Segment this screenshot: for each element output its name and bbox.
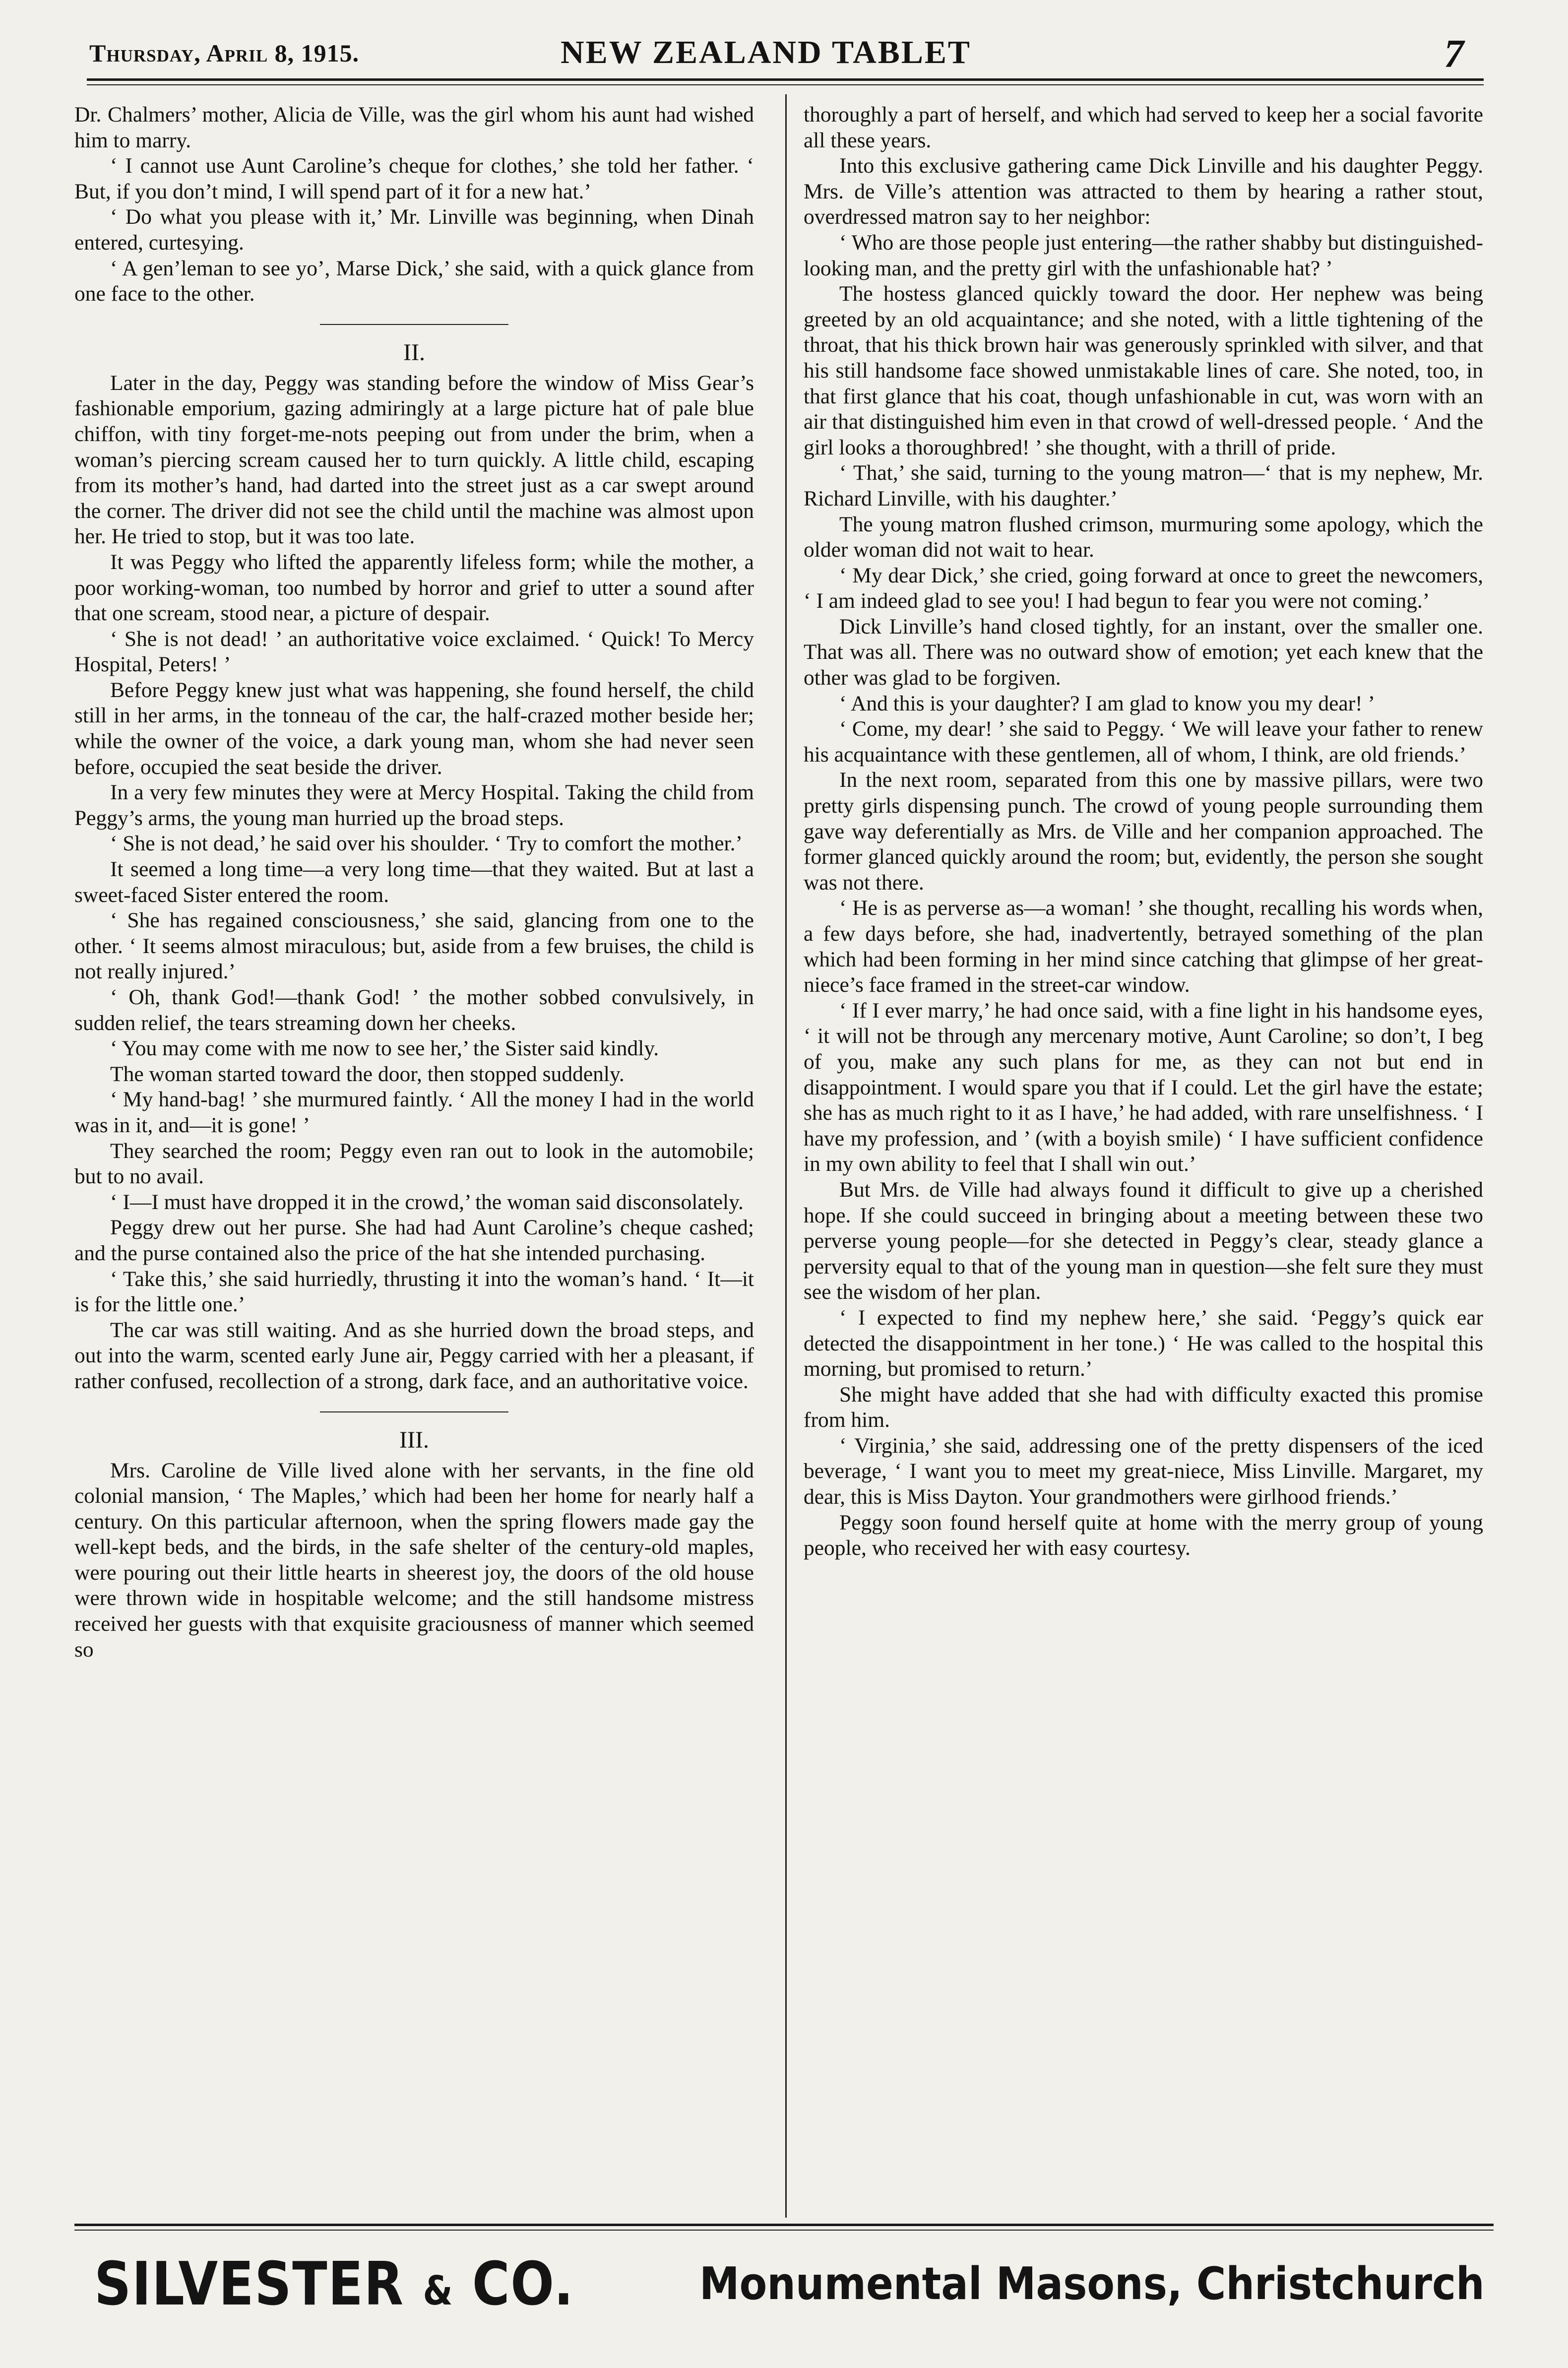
paragraph: Peggy drew out her purse. She had had Aunt Caroline’s cheque cashed; and the purse contained also the price of the hat she intended purchasing.: [74, 1216, 754, 1265]
paragraph: The young matron flushed crimson, murmuring some apology, which the older woman did not wait to hear.: [804, 512, 1483, 562]
page-number: 7: [1444, 32, 1464, 76]
paragraph: Dick Linville’s hand closed tightly, for an instant, over the smaller one. That was all. There was no outward show of emotion; yet each knew that the other was glad to be forgiven.: [804, 614, 1483, 690]
paragraph: ‘ I expected to find my nephew here,’ she said. ‘Peggy’s quick ear detected the disappointment in her tone.) ‘ He was called to the hospital this morning, but promised to return.’: [804, 1305, 1483, 1381]
advertiser-name: [94, 2250, 574, 2319]
paragraph: ‘ She is not dead,’ he said over his shoulder. ‘ Try to comfort the mother.’: [110, 832, 743, 856]
footer-rule: [74, 2224, 1494, 2226]
paragraph: ‘ My hand-bag! ’ she murmured faintly. ‘ All the money I had in the world was in it, and—it is gone! ’: [74, 1088, 754, 1137]
paragraph: They searched the room; Peggy even ran out to look in the automobile; but to no avail.: [74, 1139, 754, 1189]
page-header: [89, 20, 1484, 74]
header-rule-thin: [87, 84, 1484, 85]
paragraph: The hostess glanced quickly toward the door. Her nephew was being greeted by an old acquaintance; and she noted, with a little tightening of the throat, that his thick brown hair was generously sprinkled with silver, and that his still handsome face showed unmistakable lines of care. She noted, too, in that first glance that his coat, though unfashionable in cut, was worn with an air that distinguished him even in that crowd of well-dressed people. ‘ And the girl looks a thoroughbred! ’ she thought, with a thrill of pride.: [804, 282, 1483, 459]
paragraph: It was Peggy who lifted the apparently lifeless form; while the mother, a poor working-woman, too numbed by horror and grief to utter a sound after that one scream, stood near, a picture of despair.: [74, 550, 754, 626]
paragraph: But Mrs. de Ville had always found it difficult to give up a cherished hope. If she could succeed in bringing about a meeting between these two perverse young people—for she detected in Peggy’s clear, steady glance a perversity equal to that of the young man in question—she felt sure they must see the wisdom of her plan.: [804, 1177, 1483, 1304]
paragraph: ‘ That,’ she said, turning to the young matron—‘ that is my nephew, Mr. Richard Linville, with his daughter.’: [804, 461, 1483, 511]
paragraph: ‘ Virginia,’ she said, addressing one of the pretty dispensers of the iced beverage, ‘ I want you to meet my great-niece, Miss Linville. Margaret, my dear, this is Miss Dayton. Your grandmothers were girlhood friends.’: [804, 1433, 1483, 1509]
paragraph: In the next room, separated from this one by massive pillars, were two pretty girls dispensing punch. The crowd of young people surrounding them gave way deferentially as Mrs. de Ville and her companion approached. The former glanced quickly around the room; but, evidently, the person she sought was not there.: [804, 768, 1483, 895]
paragraph: Mrs. Caroline de Ville lived alone with her servants, in the fine old colonial mansion, ‘ The Maples,’ which had been her home for nearly half a century. On this particular afternoon, when the spring flowers made gay the well-kept beds, and the birds, in the safe shelter of the century-old maples, were pouring out their little hearts in sheerest joy, the doors of the old house were thrown wide in hospitable welcome; and the still handsome mistress received her guests with that exquisite graciousness of manner which seemed so: [74, 1458, 754, 1662]
paragraph: ‘ A gen’leman to see yo’, Marse Dick,’ she said, with a quick glance from one face to the other.: [74, 256, 754, 306]
section-heading: [74, 1411, 754, 1454]
paragraph: In a very few minutes they were at Mercy Hospital. Taking the child from Peggy’s arms, the young man hurried up the broad steps.: [74, 780, 754, 830]
advertiser-surname: SILVESTER: [94, 2250, 404, 2319]
advertisement-banner: [94, 2250, 1493, 2319]
section-rule: [320, 324, 508, 325]
paragraph: ‘ If I ever marry,’ he had once said, with a fine light in his handsome eyes, ‘ it will not be through any mercenary motive, Aunt Caroline; so don’t, I beg of you, make any such plans for me, as they can not but end in disappointment. I would spare you that if I could. Let the girl have the estate; she has as much right to it as I have,’ he had added, with rare unselfishness. ‘ I have my profession, and ’ (with a boyish smile) ‘ I have sufficient confidence in my own ability to feel that I shall win out.’: [804, 998, 1483, 1176]
paragraph: thoroughly a part of herself, and which had served to keep her a social favorite all these years.: [804, 103, 1483, 152]
advertiser-company: CO.: [472, 2250, 574, 2319]
paragraph: ‘ I cannot use Aunt Caroline’s cheque for clothes,’ she told her father. ‘ But, if you don’t mind, I will spend part of it for a new hat.’: [74, 154, 754, 203]
ampersand: &: [423, 2268, 454, 2314]
advertiser-tagline: Monumental Masons, Christchurch: [699, 2258, 1485, 2310]
section-rule: [320, 1411, 508, 1412]
section-heading: [74, 324, 754, 367]
section-number: III.: [399, 1426, 429, 1453]
paragraph: Dr. Chalmers’ mother, Alicia de Ville, was the girl whom his aunt had wished him to marry.: [74, 103, 754, 152]
paragraph: ‘ My dear Dick,’ she cried, going forward at once to greet the newcomers, ‘ I am indeed glad to see you! I had begun to fear you were not coming.’: [804, 563, 1483, 613]
paragraph: ‘ Who are those people just entering—the rather shabby but distinguished-looking man, and the pretty girl with the unfashionable hat? ’: [804, 230, 1483, 280]
column-divider: [785, 94, 787, 2218]
paragraph: ‘ She has regained consciousness,’ she said, glancing from one to the other. ‘ It seems almost miraculous; but, aside from a few bruises, the child is not really injured.’: [74, 908, 754, 984]
paragraph: It seemed a long time—a very long time—that they waited. But at last a sweet-faced Sister entered the room.: [74, 857, 754, 907]
paragraph: She might have added that she had with difficulty exacted this promise from him.: [804, 1382, 1483, 1432]
issue-date: Thursday, April 8, 1915.: [89, 39, 360, 67]
paragraph: ‘ I—I must have dropped it in the crowd,’ the woman said disconsolately.: [110, 1190, 744, 1214]
paragraph: ‘ Come, my dear! ’ she said to Peggy. ‘ We will leave your father to renew his acquaintance with these gentlemen, all of whom, I think, are old friends.’: [804, 717, 1483, 767]
paragraph: Before Peggy knew just what was happening, she found herself, the child still in her arms, in the tonneau of the car, the half-crazed mother beside her; while the owner of the voice, a dark young man, whom she had never seen before, occupied the seat beside the driver.: [74, 678, 754, 779]
paragraph: Later in the day, Peggy was standing before the window of Miss Gear’s fashionable emporium, gazing admiringly at a large picture hat of pale blue chiffon, with tiny forget-me-nots peeping out from under the brim, when a woman’s piercing scream caused her to turn quickly. A little child, escaping from its mother’s hand, had darted into the street just as a car swept around the corner. The driver did not see the child until the machine was almost upon her. He tried to stop, but it was too late.: [74, 371, 754, 549]
paragraph: ‘ She is not dead! ’ an authoritative voice exclaimed. ‘ Quick! To Mercy Hospital, Peters! ’: [74, 627, 754, 677]
footer-rule-thin: [74, 2230, 1494, 2231]
paragraph: ‘ Take this,’ she said hurriedly, thrusting it into the woman’s hand. ‘ It—it is for the little one.’: [74, 1267, 754, 1317]
publication-title: NEW ZEALAND TABLET: [561, 34, 971, 70]
header-rule: [87, 78, 1484, 81]
paragraph: ‘ Oh, thank God!—thank God! ’ the mother sobbed convulsively, in sudden relief, the tears streaming down her cheeks.: [74, 985, 754, 1035]
paragraph: ‘ Do what you please with it,’ Mr. Linville was beginning, when Dinah entered, curtesying.: [74, 205, 754, 255]
paragraph: The car was still waiting. And as she hurried down the broad steps, and out into the warm, scented early June air, Peggy carried with her a pleasant, if rather confused, recollection of a strong, dark face, and an authoritative voice.: [74, 1318, 754, 1393]
section-number: II.: [403, 339, 425, 366]
paragraph: ‘ He is as perverse as—a woman! ’ she thought, recalling his words when, a few days before, she had, inadvertently, betrayed something of the plan which had been forming in her mind since catching that glimpse of her great-niece’s face framed in the street-car window.: [804, 896, 1483, 997]
paragraph: ‘ And this is your daughter? I am glad to know you my dear! ’: [839, 691, 1376, 715]
paragraph: The woman started toward the door, then stopped suddenly.: [110, 1062, 625, 1086]
paragraph: ‘ You may come with me now to see her,’ the Sister said kindly.: [110, 1036, 659, 1061]
right-column: [804, 102, 1483, 1561]
left-column: [74, 102, 754, 1663]
paragraph: Into this exclusive gathering came Dick Linville and his daughter Peggy. Mrs. de Ville’s attention was attracted to them by hearing a rather stout, overdressed matron say to her neighbor:: [804, 154, 1483, 229]
paragraph: Peggy soon found herself quite at home with the merry group of young people, who received her with easy courtesy.: [804, 1510, 1483, 1560]
